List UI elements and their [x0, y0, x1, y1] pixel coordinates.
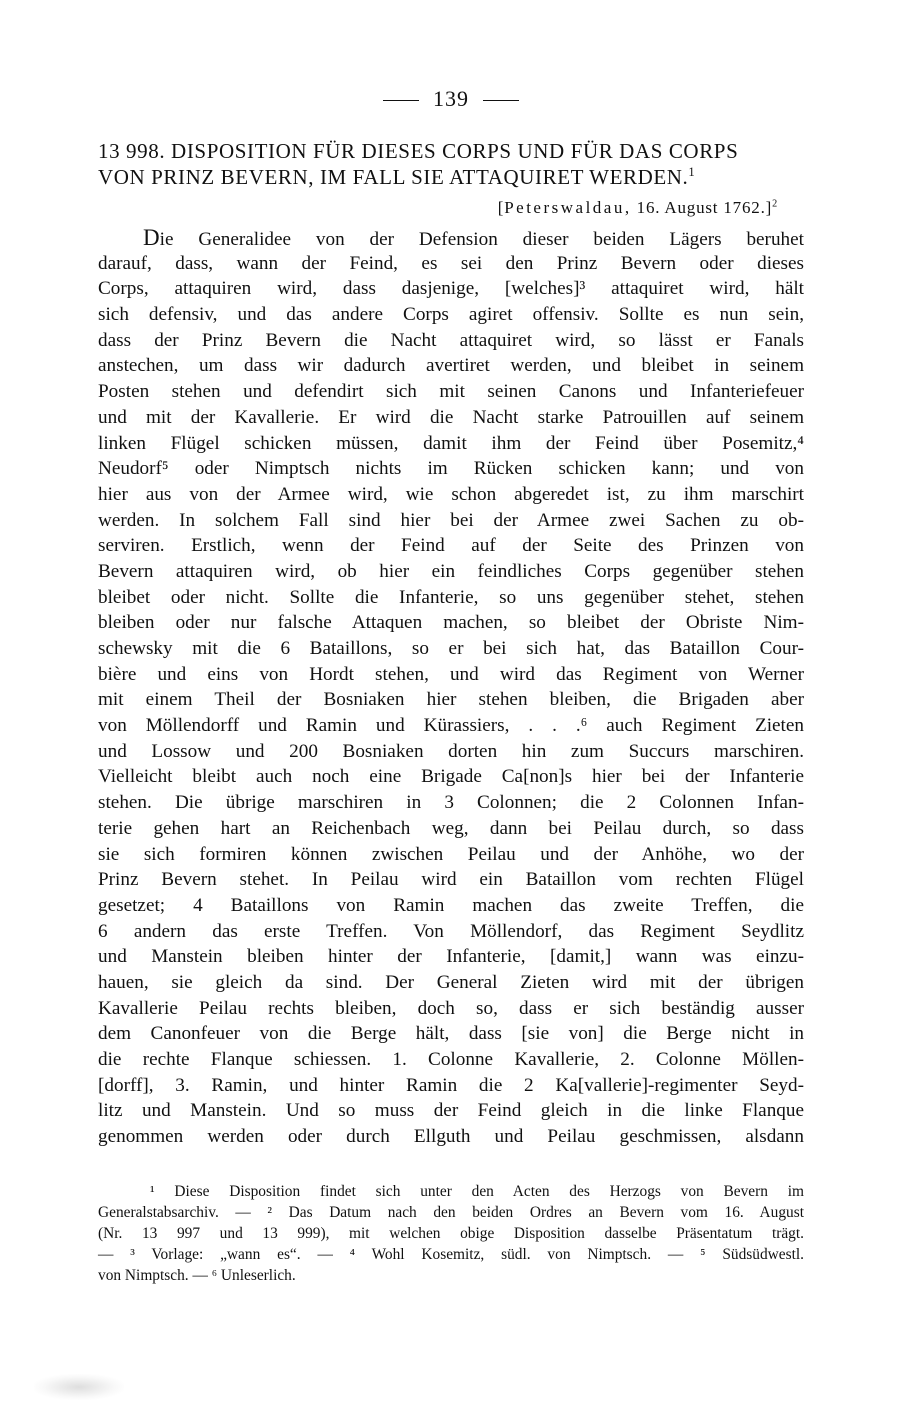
heading-line-2 [98, 164, 804, 190]
page-number-dash-right [483, 100, 519, 101]
body-line-10: Neudorf⁵ oder Nimptsch nichts im Rücken schicken kann; und von [98, 458, 804, 480]
body-line-19: mit einem Theil der Bosniaken hier stehen bleiben, die Brigaden aber [98, 689, 804, 711]
body-line-1-text: ie Generalidee von der Defension dieser beiden Lägers beruhet [159, 229, 804, 250]
body-line-36: genommen werden oder durch Ellguth und Peilau geschmissen, alsdann [98, 1126, 804, 1148]
body-line-12: werden. In solchem Fall sind hier bei der Armee zwei Sachen zu ob- [98, 509, 804, 531]
body-line-7: Posten stehen und defendirt sich mit seinen Canons und Infanteriefeuer [98, 381, 804, 403]
body-line-2: darauf, dass, wann der Feind, es sei den Prinz Bevern oder dieses [98, 252, 804, 274]
body-line-34: [dorff], 3. Ramin, und hinter Ramin die 2 Ka[vallerie]-regimenter Seyd- [98, 1074, 804, 1096]
body-line-15: bleibet oder nicht. Sollte die Infanterie, so uns gegenüber stehet, stehen [98, 586, 804, 608]
page-number-value: 139 [433, 86, 469, 111]
footnote-line-4: — ³ Vorlage: „wann es“. — ⁴ Wohl Kosemitz, südl. von Nimptsch. — ⁵ Südsüdwestl. [98, 1246, 804, 1263]
body-line-5: dass der Prinz Bevern die Nacht attaquiret wird, so lässt er Fanals [98, 329, 804, 351]
body-line-1 [98, 225, 804, 251]
heading-footnote-ref: 1 [688, 165, 696, 179]
page-number [98, 86, 804, 112]
body-line-31: Kavallerie Peilau rechts bleiben, doch so, dass er sich beständig ausser [98, 997, 804, 1019]
body-line-4: sich defensiv, und das andere Corps agiret offensiv. Sollte es nun sein, [98, 304, 804, 326]
body-line-27: gesetzet; 4 Bataillons von Ramin machen das zweite Treffen, die [98, 894, 804, 916]
dateline-date: 16. August 1762.] [631, 198, 773, 217]
body-line-6: anstechen, um dass wir dadurch avertiret werden, und bleibet in seinem [98, 355, 804, 377]
heading-line-1: 13 998. DISPOSITION FÜR DIESES CORPS UND FÜR DAS CORPS [98, 139, 739, 163]
body-text [98, 225, 804, 1150]
body-line-24: terie gehen hart an Reichenbach weg, dann bei Peilau durch, so dass [98, 817, 804, 839]
body-line-18: bière und eins von Hordt stehen, und wird das Regiment von Werner [98, 663, 804, 685]
dateline-bracket: [ [497, 198, 505, 217]
body-line-9: linken Flügel schicken müssen, damit ihm der Feind über Posemitz,⁴ [98, 432, 804, 454]
body-line-8: und mit der Kavallerie. Er wird die Nacht starke Patrouillen auf seinem [98, 406, 804, 428]
body-line-28: 6 andern das erste Treffen. Von Möllendorf, das Regiment Seydlitz [98, 920, 804, 942]
scan-smudge-mark [34, 1374, 124, 1400]
body-line-30: hauen, sie gleich da sind. Der General Zieten wird mit der übrigen [98, 971, 804, 993]
body-line-33: die rechte Flanque schiessen. 1. Colonne Kavallerie, 2. Colonne Möllen- [98, 1049, 804, 1070]
footnote-line-3: (Nr. 13 997 und 13 999), mit welchen obige Disposition dasselbe Präsentatum trägt. [98, 1225, 804, 1242]
body-line-22: Vielleicht bleibt auch noch eine Brigade Ca[non]s hier bei der Infanterie [98, 766, 804, 788]
dateline [498, 198, 778, 218]
body-line-13: serviren. Erstlich, wenn der Feind auf der Seite des Prinzen von [98, 535, 804, 557]
body-line-21: und Lossow und 200 Bosniaken dorten hin zum Succurs marschiren. [98, 740, 804, 762]
footnote-line-2: Generalstabsarchiv. — ² Das Datum nach den beiden Ordres an Bevern vom 16. August [98, 1204, 804, 1221]
heading-line-2-text: VON PRINZ BEVERN, IM FALL SIE ATTAQUIRET WERDEN. [98, 165, 689, 189]
body-line-32: dem Canonfeuer von die Berge hält, dass [sie von] die Berge nicht in [98, 1023, 804, 1045]
body-line-23: stehen. Die übrige marschiren in 3 Colonnen; die 2 Colonnen Infan- [98, 792, 804, 814]
body-line-16: bleiben oder nur falsche Attaquen machen, so bleibet der Obriste Nim- [98, 612, 804, 634]
body-line-35: litz und Manstein. Und so muss der Feind gleich in die linke Flanque [98, 1100, 804, 1122]
dateline-place: Peterswaldau, [504, 198, 632, 217]
body-line-25: sie sich formiren können zwischen Peilau und der Anhöhe, wo der [98, 843, 804, 865]
body-line-17: schewsky mit die 6 Bataillons, so er bei sich hat, das Bataillon Cour- [98, 638, 804, 659]
dateline-footnote-ref: 2 [772, 198, 778, 210]
footnote-line-5: von Nimptsch. — ⁶ Unleserlich. [98, 1267, 296, 1284]
page-number-dash-left [383, 100, 419, 101]
body-line-14: Bevern attaquiren wird, ob hier ein feindliches Corps gegenüber stehen [98, 560, 804, 582]
body-initial-letter: D [143, 225, 160, 250]
body-line-20: von Möllendorff und Ramin und Kürassiers, . . .⁶ auch Regiment Zieten [98, 715, 804, 737]
document-heading [98, 138, 804, 190]
body-line-11: hier aus von der Armee wird, wie schon abgeredet ist, zu ihm marschirt [98, 483, 804, 505]
footnote-line-1: ¹ Diese Disposition findet sich unter den Acten des Herzogs von Bevern im [150, 1183, 804, 1200]
body-line-29: und Manstein bleiben hinter der Infanterie, [damit,] wann was einzu- [98, 946, 804, 968]
footnotes [98, 1181, 804, 1286]
body-line-3: Corps, attaquiren wird, dass dasjenige, [welches]³ attaquiret wird, hält [98, 278, 804, 300]
body-line-26: Prinz Bevern stehet. In Peilau wird ein Bataillon vom rechten Flügel [98, 869, 804, 891]
